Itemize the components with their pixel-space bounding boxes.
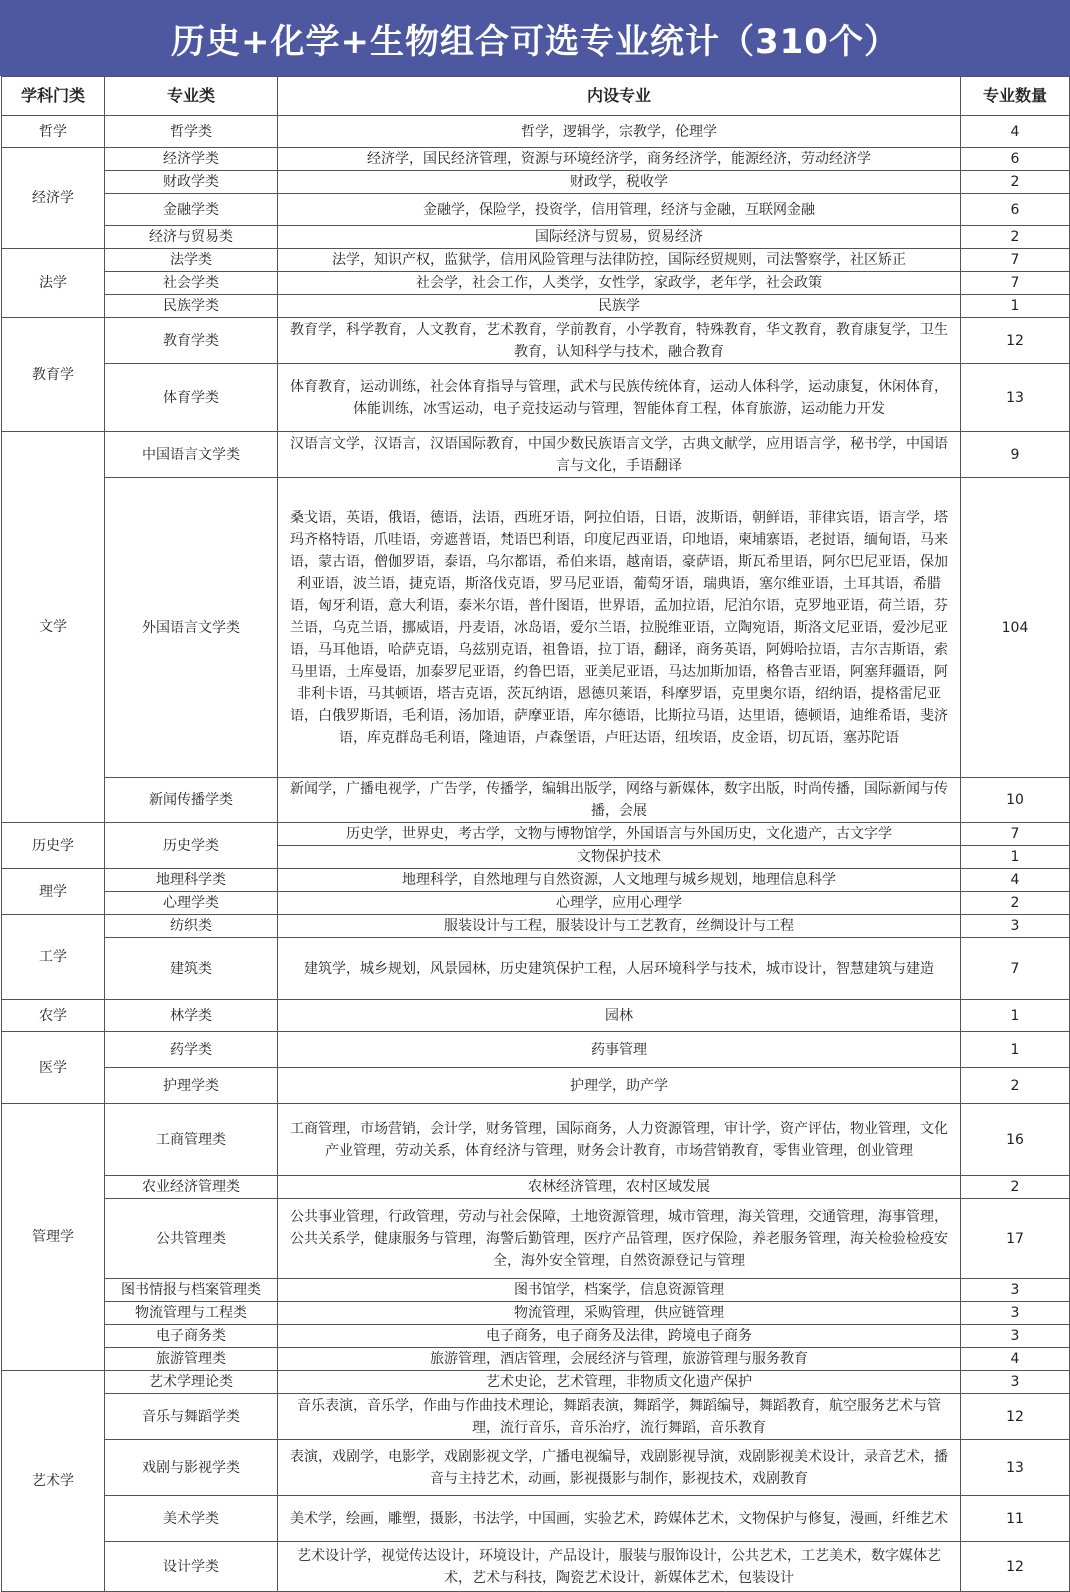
header-subcategory: 专业类	[105, 77, 278, 116]
subcategory-cell: 哲学类	[105, 116, 278, 148]
majors-cell: 财政学，税收学	[278, 171, 961, 194]
header-count: 专业数量	[961, 77, 1070, 116]
majors-cell: 教育学，科学教育，人文教育，艺术教育，学前教育，小学教育，特殊教育，华文教育，教育康复学，卫生教育，认知科学与技术，融合教育	[278, 318, 961, 364]
majors-cell: 表演，戏剧学，电影学，戏剧影视文学，广播电视编导，戏剧影视导演，戏剧影视美术设计，录音艺术，播音与主持艺术，动画，影视摄影与制作，影视技术，戏剧教育	[278, 1440, 961, 1496]
count-cell: 2	[961, 1176, 1070, 1199]
count-cell: 2	[961, 1068, 1070, 1104]
subcategory-cell: 外国语言文学类	[105, 478, 278, 778]
count-cell: 13	[961, 1440, 1070, 1496]
majors-cell: 地理科学，自然地理与自然资源，人文地理与城乡规划，地理信息科学	[278, 869, 961, 892]
subcategory-cell: 历史学类	[105, 823, 278, 869]
category-cell: 法学	[2, 249, 105, 318]
majors-cell: 新闻学，广播电视学，广告学，传播学，编辑出版学，网络与新媒体，数字出版，时尚传播，国际新闻与传播，会展	[278, 778, 961, 823]
category-cell: 农学	[2, 1000, 105, 1032]
majors-cell: 图书馆学，档案学，信息资源管理	[278, 1279, 961, 1302]
subcategory-cell: 农业经济管理类	[105, 1176, 278, 1199]
header-category: 学科门类	[2, 77, 105, 116]
subcategory-cell: 经济学类	[105, 148, 278, 171]
table-row	[2, 1542, 1070, 1592]
count-cell: 3	[961, 1279, 1070, 1302]
majors-cell: 社会学，社会工作，人类学，女性学，家政学，老年学，社会政策	[278, 272, 961, 295]
table-row	[2, 938, 1070, 1000]
subcategory-cell: 工商管理类	[105, 1104, 278, 1176]
majors-cell: 经济学，国民经济管理，资源与环境经济学，商务经济学，能源经济，劳动经济学	[278, 148, 961, 171]
subcategory-cell: 纺织类	[105, 915, 278, 938]
majors-cell: 物流管理，采购管理，供应链管理	[278, 1302, 961, 1325]
table-row	[2, 778, 1070, 823]
subcategory-cell: 财政学类	[105, 171, 278, 194]
subcategory-cell: 艺术学理论类	[105, 1371, 278, 1394]
table-row	[2, 1371, 1070, 1394]
subcategory-cell: 社会学类	[105, 272, 278, 295]
table-row	[2, 364, 1070, 432]
table-row	[2, 1325, 1070, 1348]
table-body	[2, 116, 1070, 1592]
table-row	[2, 1104, 1070, 1176]
count-cell: 12	[961, 1394, 1070, 1440]
majors-cell: 体育教育，运动训练，社会体育指导与管理，武术与民族传统体育，运动人体科学，运动康复，休闲体育，体能训练，冰雪运动，电子竞技运动与管理，智能体育工程，体育旅游，运动能力开发	[278, 364, 961, 432]
table-row	[2, 194, 1070, 226]
count-cell: 1	[961, 295, 1070, 318]
subcategory-cell: 林学类	[105, 1000, 278, 1032]
subcategory-cell: 物流管理与工程类	[105, 1302, 278, 1325]
count-cell: 2	[961, 171, 1070, 194]
majors-cell: 哲学，逻辑学，宗教学，伦理学	[278, 116, 961, 148]
subcategory-cell: 设计学类	[105, 1542, 278, 1592]
table-row	[2, 1302, 1070, 1325]
count-cell: 104	[961, 478, 1070, 778]
count-cell: 3	[961, 1371, 1070, 1394]
subcategory-cell: 戏剧与影视学类	[105, 1440, 278, 1496]
table-row	[2, 869, 1070, 892]
subcategory-cell: 心理学类	[105, 892, 278, 915]
count-cell: 2	[961, 892, 1070, 915]
majors-cell: 建筑学，城乡规划，风景园林，历史建筑保护工程，人居环境科学与技术，城市设计，智慧建筑与建造	[278, 938, 961, 1000]
count-cell: 1	[961, 846, 1070, 869]
table-row	[2, 915, 1070, 938]
table-row	[2, 249, 1070, 272]
subcategory-cell: 图书情报与档案管理类	[105, 1279, 278, 1302]
majors-cell: 艺术设计学，视觉传达设计，环境设计，产品设计，服装与服饰设计，公共艺术，工艺美术，数字媒体艺术，艺术与科技，陶瓷艺术设计，新媒体艺术，包装设计	[278, 1542, 961, 1592]
majors-cell: 文物保护技术	[278, 846, 961, 869]
category-cell: 哲学	[2, 116, 105, 148]
subcategory-cell: 教育学类	[105, 318, 278, 364]
count-cell: 3	[961, 1325, 1070, 1348]
table-row	[2, 892, 1070, 915]
majors-cell: 电子商务，电子商务及法律，跨境电子商务	[278, 1325, 961, 1348]
table-row	[2, 1279, 1070, 1302]
count-cell: 4	[961, 116, 1070, 148]
majors-cell: 民族学	[278, 295, 961, 318]
subcategory-cell: 护理学类	[105, 1068, 278, 1104]
table-row	[2, 1440, 1070, 1496]
majors-cell: 服装设计与工程，服装设计与工艺教育，丝绸设计与工程	[278, 915, 961, 938]
category-cell: 经济学	[2, 148, 105, 249]
count-cell: 1	[961, 1032, 1070, 1068]
table-row	[2, 171, 1070, 194]
category-cell: 工学	[2, 915, 105, 1000]
majors-cell: 园林	[278, 1000, 961, 1032]
majors-cell: 美术学，绘画，雕塑，摄影，书法学，中国画，实验艺术，跨媒体艺术，文物保护与修复，漫画，纤维艺术	[278, 1496, 961, 1542]
majors-cell: 心理学，应用心理学	[278, 892, 961, 915]
table-row	[2, 1496, 1070, 1542]
category-cell: 教育学	[2, 318, 105, 432]
table-row	[2, 823, 1070, 846]
majors-cell: 历史学，世界史，考古学，文物与博物馆学，外国语言与外国历史，文化遗产，古文字学	[278, 823, 961, 846]
count-cell: 9	[961, 432, 1070, 478]
title-banner	[0, 0, 1070, 76]
subcategory-cell: 美术学类	[105, 1496, 278, 1542]
subcategory-cell: 体育学类	[105, 364, 278, 432]
count-cell: 3	[961, 915, 1070, 938]
count-cell: 12	[961, 1542, 1070, 1592]
table-row	[2, 1032, 1070, 1068]
subcategory-cell: 药学类	[105, 1032, 278, 1068]
subcategory-cell: 公共管理类	[105, 1199, 278, 1279]
page-title: 历史+化学+生物组合可选专业统计（310个）	[171, 21, 899, 62]
table-row	[2, 432, 1070, 478]
majors-cell: 汉语言文学，汉语言，汉语国际教育，中国少数民族语言文学，古典文献学，应用语言学，秘书学，中国语言与文化，手语翻译	[278, 432, 961, 478]
majors-cell: 音乐表演，音乐学，作曲与作曲技术理论，舞蹈表演，舞蹈学，舞蹈编导，舞蹈教育，航空服务艺术与管理，流行音乐，音乐治疗，流行舞蹈，音乐教育	[278, 1394, 961, 1440]
subcategory-cell: 法学类	[105, 249, 278, 272]
subcategory-cell: 民族学类	[105, 295, 278, 318]
count-cell: 11	[961, 1496, 1070, 1542]
category-cell: 文学	[2, 432, 105, 823]
table-row	[2, 116, 1070, 148]
count-cell: 17	[961, 1199, 1070, 1279]
majors-cell: 国际经济与贸易，贸易经济	[278, 226, 961, 249]
subcategory-cell: 旅游管理类	[105, 1348, 278, 1371]
subcategory-cell: 音乐与舞蹈学类	[105, 1394, 278, 1440]
majors-cell: 金融学，保险学，投资学，信用管理，经济与金融，互联网金融	[278, 194, 961, 226]
count-cell: 12	[961, 318, 1070, 364]
subcategory-cell: 金融学类	[105, 194, 278, 226]
count-cell: 4	[961, 1348, 1070, 1371]
table-row	[2, 295, 1070, 318]
count-cell: 3	[961, 1302, 1070, 1325]
count-cell: 7	[961, 272, 1070, 295]
majors-cell: 旅游管理，酒店管理，会展经济与管理，旅游管理与服务教育	[278, 1348, 961, 1371]
majors-cell: 工商管理，市场营销，会计学，财务管理，国际商务，人力资源管理，审计学，资产评估，物业管理，文化产业管理，劳动关系，体育经济与管理，财务会计教育，市场营销教育，零售业管理，创业管理	[278, 1104, 961, 1176]
count-cell: 7	[961, 249, 1070, 272]
majors-table	[1, 76, 1070, 1592]
subcategory-cell: 中国语言文学类	[105, 432, 278, 478]
count-cell: 7	[961, 938, 1070, 1000]
majors-cell: 药事管理	[278, 1032, 961, 1068]
majors-cell: 法学，知识产权，监狱学，信用风险管理与法律防控，国际经贸规则，司法警察学，社区矫正	[278, 249, 961, 272]
category-cell: 历史学	[2, 823, 105, 869]
majors-cell: 农林经济管理，农村区域发展	[278, 1176, 961, 1199]
category-cell: 艺术学	[2, 1371, 105, 1592]
table-row	[2, 1199, 1070, 1279]
category-cell: 理学	[2, 869, 105, 915]
table-row	[2, 272, 1070, 295]
majors-cell: 公共事业管理，行政管理，劳动与社会保障，土地资源管理，城市管理，海关管理，交通管理，海事管理，公共关系学，健康服务与管理，海警后勤管理，医疗产品管理，医疗保险，养老服务管理，海关检验检疫安全，海外安全管理，自然资源登记与管理	[278, 1199, 961, 1279]
table-row	[2, 226, 1070, 249]
category-cell: 管理学	[2, 1104, 105, 1371]
table-row	[2, 1068, 1070, 1104]
count-cell: 13	[961, 364, 1070, 432]
header-row	[2, 77, 1070, 116]
count-cell: 2	[961, 226, 1070, 249]
subcategory-cell: 经济与贸易类	[105, 226, 278, 249]
table-row	[2, 478, 1070, 778]
table-row	[2, 1000, 1070, 1032]
count-cell: 16	[961, 1104, 1070, 1176]
table-row	[2, 148, 1070, 171]
table-row	[2, 1394, 1070, 1440]
table-row	[2, 318, 1070, 364]
subcategory-cell: 电子商务类	[105, 1325, 278, 1348]
majors-cell: 艺术史论，艺术管理，非物质文化遗产保护	[278, 1371, 961, 1394]
category-cell: 医学	[2, 1032, 105, 1104]
count-cell: 4	[961, 869, 1070, 892]
header-majors: 内设专业	[278, 77, 961, 116]
subcategory-cell: 新闻传播学类	[105, 778, 278, 823]
majors-cell: 护理学，助产学	[278, 1068, 961, 1104]
table-row	[2, 1176, 1070, 1199]
count-cell: 6	[961, 148, 1070, 171]
count-cell: 1	[961, 1000, 1070, 1032]
count-cell: 10	[961, 778, 1070, 823]
majors-cell: 桑戈语，英语，俄语，德语，法语，西班牙语，阿拉伯语，日语，波斯语，朝鲜语，菲律宾语，语言学，塔玛齐格特语，爪哇语，旁遮普语，梵语巴利语，印度尼西亚语，印地语，柬埔寨语，老挝语，缅甸语，马来语，蒙古语，僧伽罗语，泰语，乌尔都语，希伯来语，越南语，豪萨语，斯瓦希里语，阿尔巴尼亚语，保加利亚语，波兰语，捷克语，斯洛伐克语，罗马尼亚语，葡萄牙语，瑞典语，塞尔维亚语，土耳其语，希腊语，匈牙利语，意大利语，泰米尔语，普什图语，世界语，孟加拉语，尼泊尔语，克罗地亚语，荷兰语，芬兰语，乌克兰语，挪威语，丹麦语，冰岛语，爱尔兰语，拉脱维亚语，立陶宛语，斯洛文尼亚语，爱沙尼亚语，马耳他语，哈萨克语，乌兹别克语，祖鲁语，拉丁语，翻译，商务英语，阿姆哈拉语，吉尔吉斯语，索马里语，土库曼语，加泰罗尼亚语，约鲁巴语，亚美尼亚语，马达加斯加语，格鲁吉亚语，阿塞拜疆语，阿非利卡语，马其顿语，塔吉克语，茨瓦纳语，恩德贝莱语，科摩罗语，克里奥尔语，绍纳语，提格雷尼亚语，白俄罗斯语，毛利语，汤加语，萨摩亚语，库尔德语，比斯拉马语，达里语，德顿语，迪维希语，斐济语，库克群岛毛利语，隆迪语，卢森堡语，卢旺达语，纽埃语，皮金语，切瓦语，塞苏陀语	[278, 478, 961, 778]
subcategory-cell: 建筑类	[105, 938, 278, 1000]
count-cell: 6	[961, 194, 1070, 226]
table-row	[2, 1348, 1070, 1371]
subcategory-cell: 地理科学类	[105, 869, 278, 892]
count-cell: 7	[961, 823, 1070, 846]
